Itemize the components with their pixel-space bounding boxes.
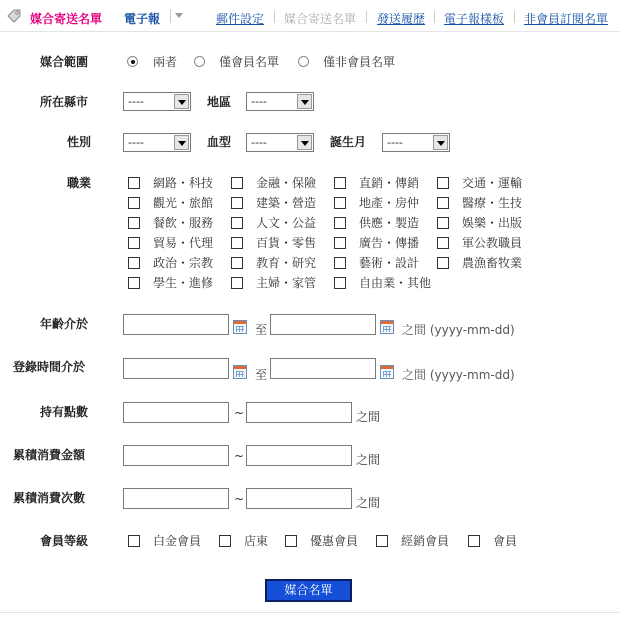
nav-link-send-history[interactable]: 發送履歷 [377, 12, 426, 26]
amount-label: 累積消費金額 [13, 448, 86, 462]
job-checkbox[interactable] [128, 177, 140, 189]
job-option-label: 地產・房仲 [359, 196, 420, 210]
job-checkbox[interactable] [231, 177, 243, 189]
divider [514, 11, 515, 23]
scope-radio-members[interactable] [194, 56, 205, 67]
job-option-label: 建築・營造 [256, 196, 317, 210]
job-checkbox[interactable] [128, 237, 140, 249]
job-option-label: 交通・運輸 [462, 176, 523, 190]
job-option-label: 醫療・生技 [462, 196, 523, 210]
level-checkbox-shop-owner[interactable] [219, 535, 231, 547]
age-end-input[interactable] [270, 314, 376, 335]
gender-select[interactable] [123, 133, 191, 152]
points-label: 持有點數 [40, 405, 89, 419]
chevron-down-icon [174, 135, 189, 150]
amount-between: 之間 [356, 453, 381, 467]
birthmonth-select-value: ---- [387, 136, 403, 149]
job-checkbox[interactable] [437, 177, 449, 189]
job-option-label: 學生・進修 [153, 276, 214, 290]
job-option-label: 人文・公益 [256, 216, 317, 230]
job-option-label: 貿易・代理 [153, 236, 214, 250]
gender-label: 性別 [67, 135, 92, 149]
nav-link-mail-settings[interactable]: 郵件設定 [216, 12, 265, 26]
job-checkbox[interactable] [334, 237, 346, 249]
city-select-value: ---- [128, 95, 144, 108]
divider [434, 11, 435, 23]
calendar-icon[interactable] [380, 320, 394, 334]
chevron-down-icon [174, 94, 189, 109]
regtime-start-input[interactable] [123, 358, 229, 379]
level-checkbox-member[interactable] [468, 535, 480, 547]
job-checkbox[interactable] [437, 197, 449, 209]
level-option-label: 會員 [493, 534, 518, 548]
job-checkbox[interactable] [334, 177, 346, 189]
scope-option-label: 僅非會員名單 [323, 55, 396, 69]
amount-tilde: ~ [234, 449, 245, 463]
regtime-to-label: 至 [255, 368, 268, 382]
job-checkbox[interactable] [231, 237, 243, 249]
calendar-icon[interactable] [233, 320, 247, 334]
divider [0, 612, 619, 613]
job-option-label: 自由業・其他 [359, 276, 432, 290]
blood-label: 血型 [207, 135, 232, 149]
points-tilde: ~ [234, 406, 245, 420]
job-checkbox[interactable] [437, 217, 449, 229]
divider [366, 11, 367, 23]
count-between: 之間 [356, 496, 381, 510]
scope-radio-both[interactable] [127, 56, 138, 67]
chevron-down-icon [297, 94, 312, 109]
age-label: 年齡介於 [40, 317, 89, 331]
level-option-label: 經銷會員 [401, 534, 450, 548]
job-checkbox[interactable] [334, 257, 346, 269]
job-checkbox[interactable] [128, 277, 140, 289]
job-checkbox[interactable] [334, 217, 346, 229]
job-option-label: 廣告・傳播 [359, 236, 420, 250]
scope-radio-nonmembers[interactable] [298, 56, 309, 67]
page-title: 媒合寄送名單 [30, 12, 103, 26]
job-checkbox[interactable] [128, 257, 140, 269]
job-option-label: 娛樂・出版 [462, 216, 523, 230]
job-option-label: 農漁畜牧業 [462, 256, 523, 270]
nav-link-match-list: 媒合寄送名單 [284, 12, 357, 26]
job-checkbox[interactable] [437, 237, 449, 249]
job-option-label: 主婦・家管 [256, 276, 317, 290]
level-option-label: 優惠會員 [310, 534, 359, 548]
age-hint: 之間 (yyyy-mm-dd) [402, 323, 515, 337]
regtime-hint: 之間 (yyyy-mm-dd) [402, 368, 515, 382]
amount-max-input[interactable] [246, 445, 352, 466]
count-min-input[interactable] [123, 488, 229, 509]
birthmonth-label: 誕生月 [330, 135, 367, 149]
calendar-icon[interactable] [233, 365, 247, 379]
job-option-label: 教育・研究 [256, 256, 317, 270]
points-max-input[interactable] [246, 402, 352, 423]
level-checkbox-platinum[interactable] [128, 535, 140, 547]
regtime-end-input[interactable] [270, 358, 376, 379]
chevron-down-icon [433, 135, 448, 150]
epaper-menu[interactable]: 電子報 [124, 12, 161, 26]
job-checkbox[interactable] [128, 197, 140, 209]
amount-min-input[interactable] [123, 445, 229, 466]
city-label: 所在縣市 [40, 95, 89, 109]
job-label: 職業 [67, 176, 92, 190]
count-label: 累積消費次數 [13, 491, 86, 505]
chevron-down-icon[interactable] [175, 13, 183, 18]
blood-select[interactable] [246, 133, 314, 152]
level-label: 會員等級 [40, 534, 89, 548]
area-select[interactable] [246, 92, 314, 111]
level-checkbox-discount[interactable] [285, 535, 297, 547]
job-option-label: 餐飲・服務 [153, 216, 214, 230]
age-to-label: 至 [255, 323, 268, 337]
regtime-label: 登錄時間介於 [13, 360, 86, 374]
area-select-value: ---- [251, 95, 267, 108]
job-checkbox[interactable] [231, 257, 243, 269]
points-min-input[interactable] [123, 402, 229, 423]
scope-label: 媒合範圍 [40, 55, 89, 69]
scope-option-label: 僅會員名單 [219, 55, 280, 69]
job-option-label: 供應・製造 [359, 216, 420, 230]
level-option-label: 店東 [244, 534, 269, 548]
blood-select-value: ---- [251, 136, 267, 149]
job-checkbox[interactable] [231, 277, 243, 289]
job-option-label: 藝術・設計 [359, 256, 420, 270]
city-select[interactable] [123, 92, 191, 111]
job-checkbox[interactable] [437, 257, 449, 269]
job-option-label: 金融・保險 [256, 176, 317, 190]
job-option-label: 觀光・旅館 [153, 196, 214, 210]
job-checkbox[interactable] [231, 217, 243, 229]
job-option-label: 直銷・傳銷 [359, 176, 420, 190]
job-checkbox[interactable] [334, 277, 346, 289]
points-between: 之間 [356, 410, 381, 424]
job-checkbox[interactable] [231, 197, 243, 209]
job-checkbox[interactable] [334, 197, 346, 209]
nav-link-nonmember-subscribers[interactable]: 非會員訂閱名單 [524, 12, 609, 26]
job-option-label: 網路・科技 [153, 176, 214, 190]
level-checkbox-dealer[interactable] [376, 535, 388, 547]
tag-icon [7, 9, 21, 23]
count-tilde: ~ [234, 492, 245, 506]
count-max-input[interactable] [246, 488, 352, 509]
calendar-icon[interactable] [380, 365, 394, 379]
birthmonth-select[interactable] [382, 133, 450, 152]
level-option-label: 白金會員 [153, 534, 202, 548]
job-checkbox[interactable] [128, 217, 140, 229]
divider [274, 11, 275, 23]
job-option-label: 軍公教職員 [462, 236, 523, 250]
top-nav-bar [0, 0, 619, 32]
job-option-label: 政治・宗教 [153, 256, 214, 270]
match-list-button[interactable]: 媒合名單 [265, 579, 352, 602]
age-start-input[interactable] [123, 314, 229, 335]
divider [170, 9, 171, 23]
gender-select-value: ---- [128, 136, 144, 149]
job-option-label: 百貨・零售 [256, 236, 317, 250]
area-label: 地區 [207, 95, 232, 109]
nav-link-epaper-template[interactable]: 電子報樣板 [444, 12, 505, 26]
scope-option-label: 兩者 [153, 55, 178, 69]
chevron-down-icon [297, 135, 312, 150]
